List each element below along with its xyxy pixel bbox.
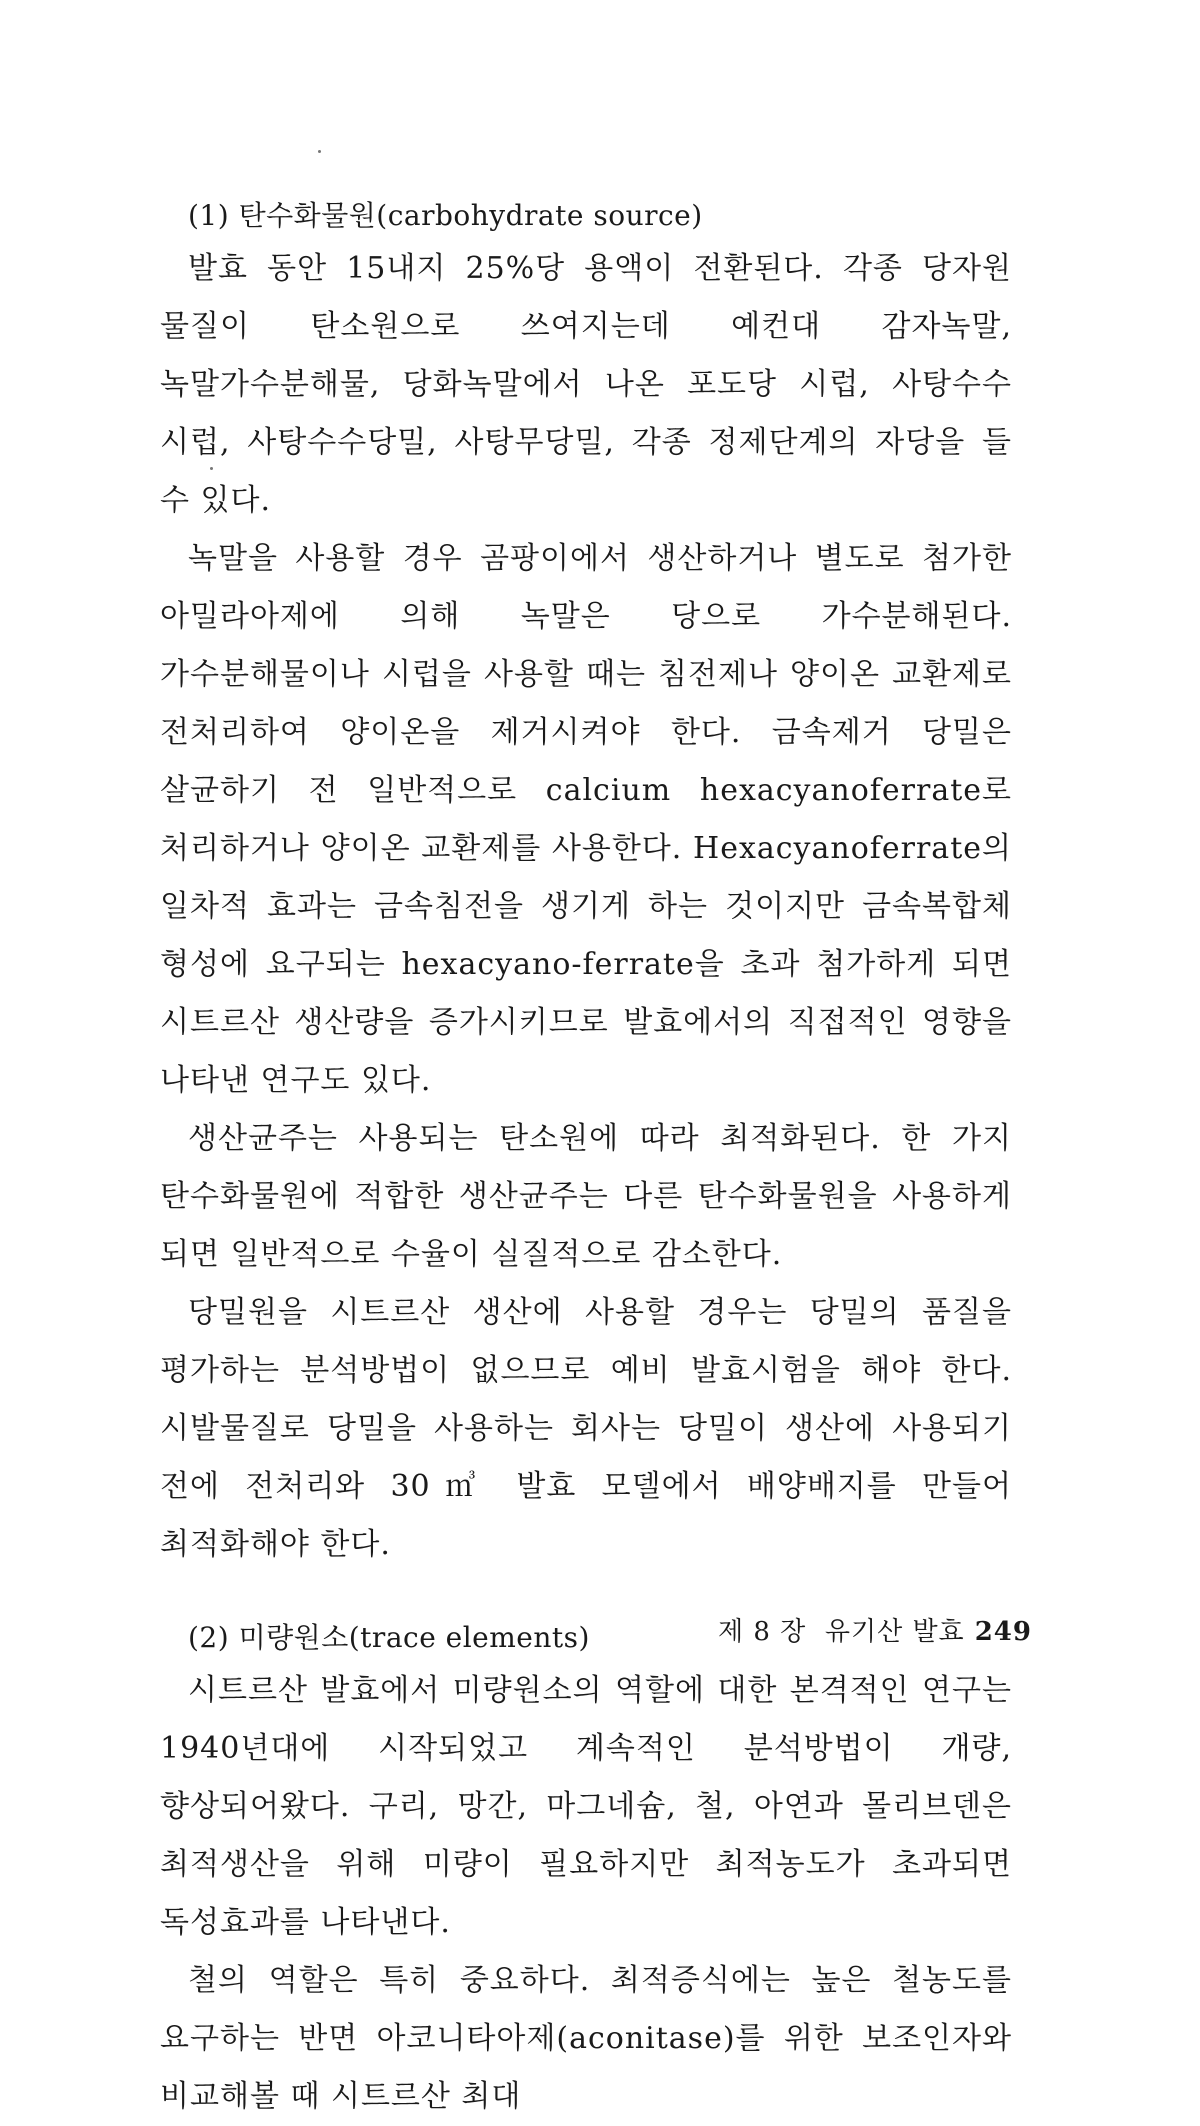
chapter-title: 제 8 장 유기산 발효 (718, 1617, 965, 1647)
section-heading: (2) 미량원소(trace elements) (188, 1621, 590, 1654)
page-number: 249 (974, 1617, 1032, 1647)
paragraph: 생산균주는 사용되는 탄소원에 따라 최적화된다. 한 가지 탄수화물원에 적합한 생산균주는 다른 탄수화물원을 사용하게 되면 일반적으로 수율이 실질적으로 감소한다. (160, 1121, 1012, 1272)
paragraph: 시트르산 발효에서 미량원소의 역할에 대한 본격적인 연구는 1940년대에 시작되었고 계속적인 분석방법이 개량, 향상되어왔다. 구리, 망간, 마그네슘, 철, 아연과 몰리브덴은 최적생산을 위해 미량이 필요하지만 최적농도가 초과되면 독성효과를 나타낸다. (160, 1673, 1012, 1940)
page-footer (718, 1611, 1032, 1648)
paragraph: 당밀원을 시트르산 생산에 사용할 경우는 당밀의 품질을 평가하는 분석방법이 없으므로 예비 발효시험을 해야 한다. 시발물질로 당밀을 사용하는 회사는 당밀이 생산에 사용되기 전에 전처리와 30㎥ 발효 모델에서 배양배지를 만들어 최적화해야 한다. (160, 1295, 1012, 1562)
paragraph: 철의 역할은 특히 중요하다. 최적증식에는 높은 철농도를 요구하는 반면 아코니타아제(aconitase)를 위한 보조인자와 비교해볼 때 시트르산 최대 (160, 1963, 1012, 2114)
scan-speck (318, 150, 321, 153)
section-trace-elements (160, 1618, 1012, 2126)
paragraph: 발효 동안 15내지 25%당 용액이 전환된다. 각종 당자원 물질이 탄소원으로 쓰여지는데 예컨대 감자녹말, 녹말가수분해물, 당화녹말에서 나온 포도당 시럽, 사탕수수 시럽, 사탕수수당밀, 사탕무당밀, 각종 정제단계의 자당을 들 수 있다. (160, 251, 1012, 518)
section-heading: (1) 탄수화물원(carbohydrate source) (188, 199, 703, 232)
page-body (160, 196, 1012, 2126)
paragraph: 녹말을 사용할 경우 곰팡이에서 생산하거나 별도로 첨가한 아밀라아제에 의해 녹말은 당으로 가수분해된다. 가수분해물이나 시럽을 사용할 때는 침전제나 양이온 교환제로 전처리하여 양이온을 제거시켜야 한다. 금속제거 당밀은 살균하기 전 일반적으로 calcium hexacyanoferrate로 처리하거나 양이온 교환제를 사용한다. Hexacyanoferrate의 일차적 효과는 금속침전을 생기게 하는 것이지만 금속복합체 형성에 요구되는 hexacyano-ferrate을 초과 첨가하게 되면 시트르산 생산량을 증가시키므로 발효에서의 직접적인 영향을 나타낸 연구도 있다. (160, 541, 1012, 1098)
section-carbohydrate-source (160, 196, 1012, 1574)
